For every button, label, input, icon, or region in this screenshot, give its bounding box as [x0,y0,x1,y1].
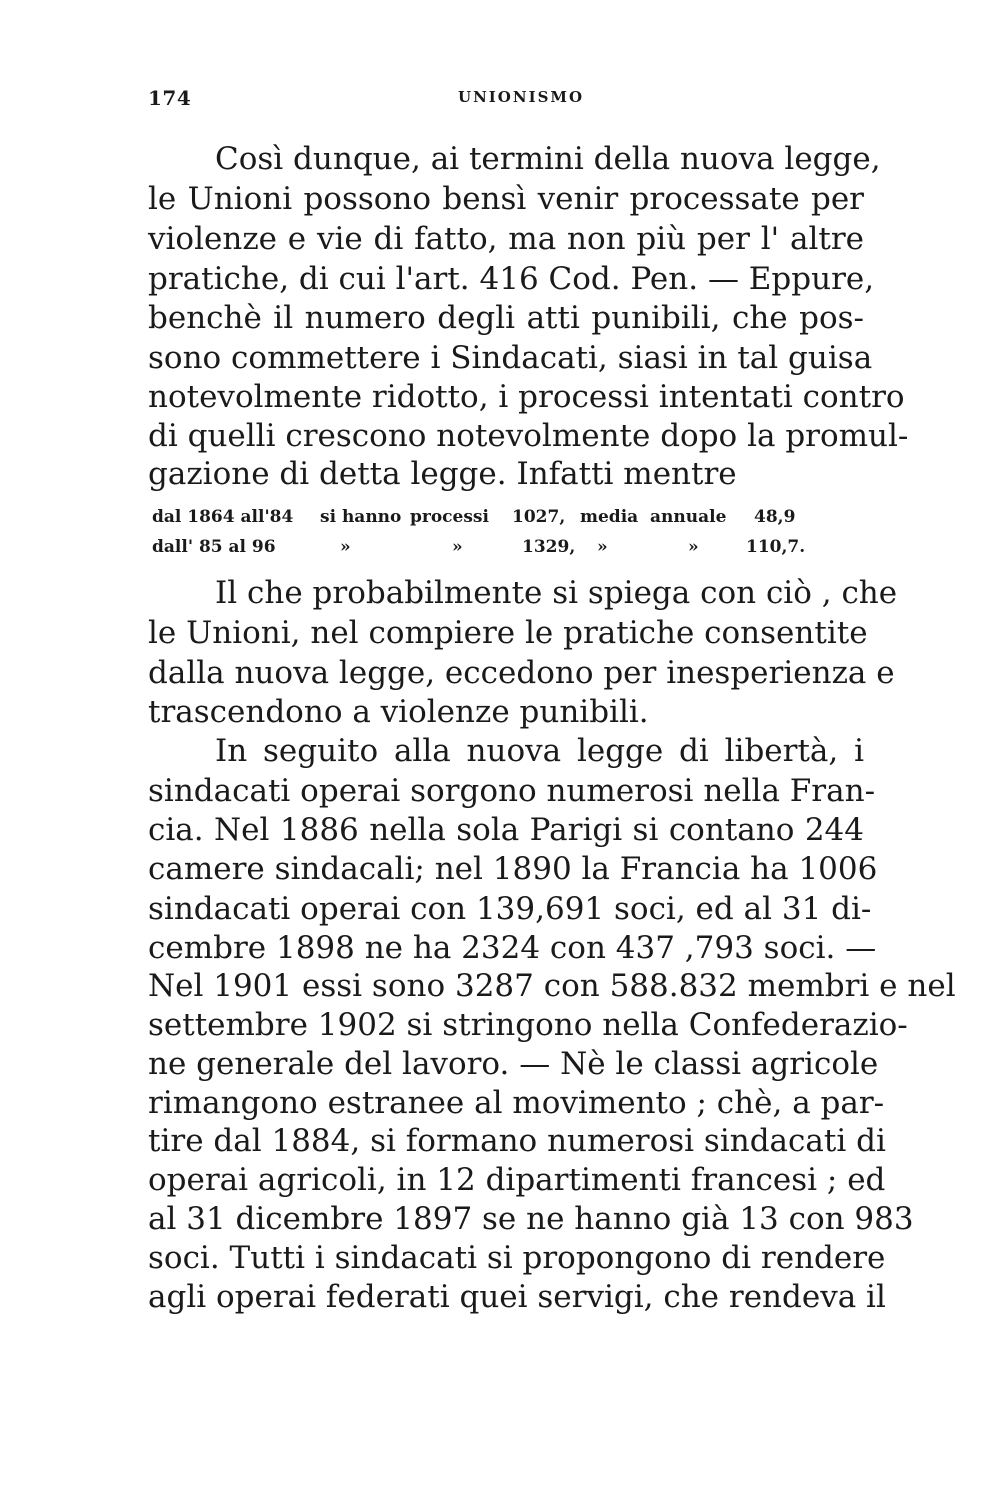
stat-verb: si hanno [320,507,402,527]
running-title: UNIONISMO [458,88,585,106]
stat-annual-label: annuale [650,507,727,527]
paragraph-3-line-4: camere sindacali; nel 1890 la Francia ha 1006 [148,851,878,887]
paragraph-3-line-1: In seguito alla nuova legge di libertà, i [215,733,864,769]
paragraph-1-line-7: notevolmente ridotto, i processi intentati contro [148,379,905,415]
stat-mean-label: » [597,537,608,557]
paragraph-1-line-6: sono commettere i Sindacati, siasi in tal guisa [148,340,873,376]
paragraph-3-line-10: rimangono estranee al movimento ; chè, a par- [148,1085,885,1121]
paragraph-3-line-3: cia. Nel 1886 nella sola Parigi si contano 244 [148,812,864,848]
paragraph-1-line-4: pratiche, di cui l'art. 416 Cod. Pen. — Eppure, [148,261,875,297]
stat-noun: processi [410,507,489,527]
paragraph-2-line-2: le Unioni, nel compiere le pratiche consentite [148,615,868,651]
statistics-row [152,507,864,531]
paragraph-1-line-2: le Unioni possono bensì venir processate per [148,181,864,217]
paragraph-3-line-13: al 31 dicembre 1897 se ne hanno già 13 con 983 [148,1201,914,1237]
paragraph-1-line-5: benchè il numero degli atti punibili, che pos- [148,300,864,336]
paragraph-3-line-14: soci. Tutti i sindacati si propongono di rendere [148,1240,886,1276]
page-number: 174 [148,86,192,110]
stat-count: 1329, [522,537,576,557]
stat-mean-value: 48,9 [754,507,796,527]
paragraph-1-line-8: di quelli crescono notevolmente dopo la promul- [148,418,909,454]
paragraph-2-line-3: dalla nuova legge, eccedono per inesperienza e [148,655,895,691]
stat-mean-label: media [580,507,639,527]
paragraph-3-line-5: sindacati operai con 139,691 soci, ed al 31 di- [148,891,872,927]
paragraph-3-line-6: cembre 1898 ne ha 2324 con 437 ,793 soci. — [148,930,877,966]
paragraph-1-line-3: violenze e vie di fatto, ma non più per l' altre [148,221,864,257]
stat-period: dal 1864 all'84 [152,507,294,527]
stat-noun: » [452,537,463,557]
paragraph-1-line-9: gazione di detta legge. Infatti mentre [148,456,737,492]
stat-count: 1027, [512,507,566,527]
paragraph-3-line-15: agli operai federati quei servigi, che rendeva il [148,1279,886,1315]
paragraph-3-line-9: ne generale del lavoro. — Nè le classi agricole [148,1046,879,1082]
paragraph-2-line-1: Il che probabilmente si spiega con ciò , che [215,575,898,611]
statistics-row [152,537,864,561]
stat-annual-label: » [688,537,699,557]
stat-period: dall' 85 al 96 [152,537,276,557]
paragraph-1-line-1: Così dunque, ai termini della nuova legge, [215,141,881,177]
stat-verb: » [340,537,351,557]
paragraph-3-line-7: Nel 1901 essi sono 3287 con 588.832 membri e nel [148,968,956,1004]
paragraph-2-line-4: trascendono a violenze punibili. [148,694,649,730]
stat-mean-value: 110,7. [746,537,806,557]
page-header [148,86,864,116]
paragraph-3-line-8: settembre 1902 si stringono nella Confederazio- [148,1007,908,1043]
paragraph-3-line-12: operai agricoli, in 12 dipartimenti francesi ; ed [148,1162,886,1198]
paragraph-3-line-2: sindacati operai sorgono numerosi nella Fran- [148,773,876,809]
paragraph-3-line-11: tire dal 1884, si formano numerosi sindacati di [148,1123,886,1159]
